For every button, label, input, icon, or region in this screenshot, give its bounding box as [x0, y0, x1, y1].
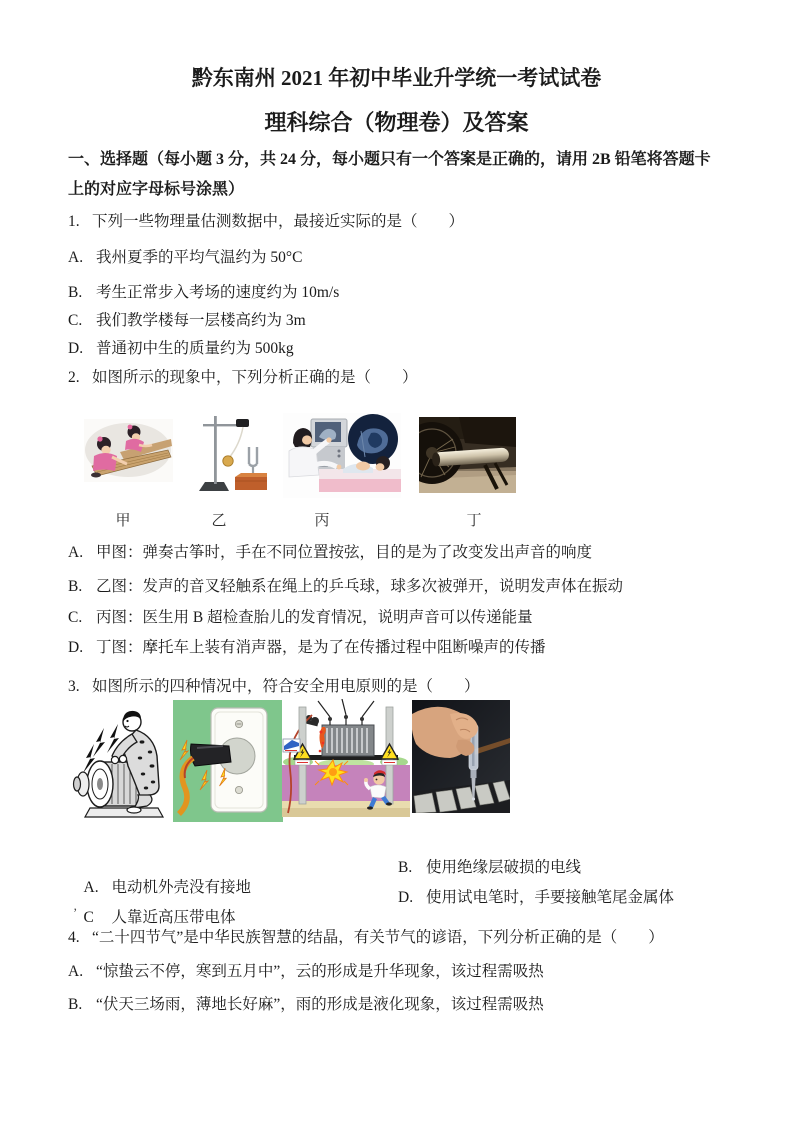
- figure-transformer-danger: [282, 699, 410, 817]
- transformer-danger-illustration: [282, 699, 410, 817]
- q2-option-d: [68, 638, 546, 658]
- option-text: “惊蛰云不停，寒到五月中”，云的形成是升华现象，该过程需吸热: [96, 963, 544, 980]
- option-letter: A.: [83, 879, 99, 896]
- tuning-fork-illustration: [191, 411, 269, 499]
- q1-number: 1.: [68, 213, 80, 230]
- figure-motor-shock: [70, 700, 170, 824]
- q3-option-b: [398, 858, 581, 878]
- q4-option-a: [68, 962, 544, 982]
- figure-damaged-plug: [173, 700, 283, 822]
- option-text: 电动机外壳没有接地: [111, 879, 252, 896]
- figure-label-ding: 丁: [466, 513, 482, 529]
- option-text: “伏天三场雨，薄地长好麻”，雨的形成是液化现象，该过程需吸热: [96, 996, 544, 1013]
- ultrasound-illustration: [283, 413, 401, 498]
- option-text: 我州夏季的平均气温约为 50°C: [96, 249, 303, 266]
- option-letter: B.: [68, 996, 83, 1013]
- option-letter: B.: [68, 284, 83, 301]
- exam-title: 黔东南州 2021 年初中毕业升学统一考试试卷: [191, 66, 602, 90]
- muffler-illustration: [419, 417, 516, 493]
- option-letter: D.: [68, 639, 84, 656]
- section-heading-line2: 上的对应字母标号涂黑）: [68, 181, 245, 198]
- q3-text: 如图所示的四种情况中，符合安全用电原则的是（ ）: [92, 678, 480, 695]
- option-letter: D.: [398, 889, 414, 906]
- figure-guzheng-girls: [84, 419, 173, 482]
- figure-label-bing: 丙: [314, 513, 330, 529]
- option-text: 使用绝缘层破损的电线: [426, 859, 582, 876]
- option-letter: A.: [68, 249, 84, 266]
- q2-option-a: [68, 543, 592, 563]
- q4-text: “二十四节气”是中华民族智慧的结晶，有关节气的谚语，下列分析正确的是（ ）: [92, 929, 664, 946]
- q2-option-c: [68, 608, 533, 628]
- option-text: 考生正常步入考场的速度约为 10m/s: [96, 284, 340, 301]
- option-letter: A.: [68, 963, 84, 980]
- figure-motorcycle-muffler: [419, 417, 516, 493]
- q2-stem: [68, 368, 418, 388]
- figure-ultrasound-exam: [283, 413, 401, 498]
- option-text: 使用试电笔时，手要接触笔尾金属体: [426, 889, 675, 906]
- section-heading-line1: 一、选择题（每小题 3 分，共 24 分，每小题只有一个答案是正确的，请用 2B 铅笔将答题卡: [68, 151, 711, 168]
- q1-option-a: [68, 248, 302, 268]
- stray-mark: ’: [73, 905, 78, 920]
- q3-number: 3.: [68, 678, 80, 695]
- guzheng-girls-illustration: [84, 419, 173, 482]
- q2-text: 如图所示的现象中，下列分析正确的是（ ）: [92, 369, 418, 386]
- exam-subtitle: 理科综合（物理卷）及答案: [264, 110, 529, 135]
- option-text: 普通初中生的质量约为 500kg: [96, 340, 294, 357]
- option-letter: B.: [398, 859, 413, 876]
- motor-shock-illustration: [70, 700, 170, 824]
- figure-tuning-fork-pendulum: [191, 411, 269, 499]
- q4-number: 4.: [68, 929, 80, 946]
- q2-option-b: [68, 577, 623, 597]
- option-text: 乙图：发声的音叉轻触系在绳上的乒乓球，球多次被弹开，说明发声体在振动: [96, 578, 624, 595]
- q1-option-b: [68, 283, 339, 303]
- option-text: 丙图：医生用 B 超检查胎儿的发育情况，说明声音可以传递能量: [96, 609, 533, 626]
- figure-label-jia: 甲: [115, 513, 131, 529]
- q1-option-d: [68, 339, 294, 359]
- option-text: 人靠近高压带电体: [111, 909, 236, 926]
- q1-text: 下列一些物理量估测数据中，最接近实际的是（ ）: [92, 213, 465, 230]
- damaged-plug-illustration: [173, 700, 283, 822]
- figure-test-pen: [412, 700, 510, 813]
- option-text: 丁图：摩托车上装有消声器，是为了在传播过程中阻断噪声的传播: [96, 639, 546, 656]
- option-text: 我们教学楼每一层楼高约为 3m: [96, 312, 306, 329]
- option-letter: A.: [68, 544, 84, 561]
- q2-number: 2.: [68, 369, 80, 386]
- q4-stem: [68, 928, 664, 948]
- option-letter: C.: [68, 609, 83, 626]
- option-letter: D.: [68, 340, 84, 357]
- option-text: 甲图：弹奏古筝时，手在不同位置按弦，目的是为了改变发出声音的响度: [96, 544, 593, 561]
- figure-label-yi: 乙: [211, 513, 227, 529]
- q3-stem: [68, 677, 480, 697]
- q4-option-b: [68, 995, 544, 1015]
- q1-option-c: [68, 311, 306, 331]
- q1-stem: [68, 212, 464, 232]
- option-letter: C.: [68, 312, 83, 329]
- option-letter: B.: [68, 578, 83, 595]
- q3-option-d: [398, 888, 674, 908]
- test-pen-illustration: [412, 700, 510, 813]
- option-letter: C: [83, 909, 94, 926]
